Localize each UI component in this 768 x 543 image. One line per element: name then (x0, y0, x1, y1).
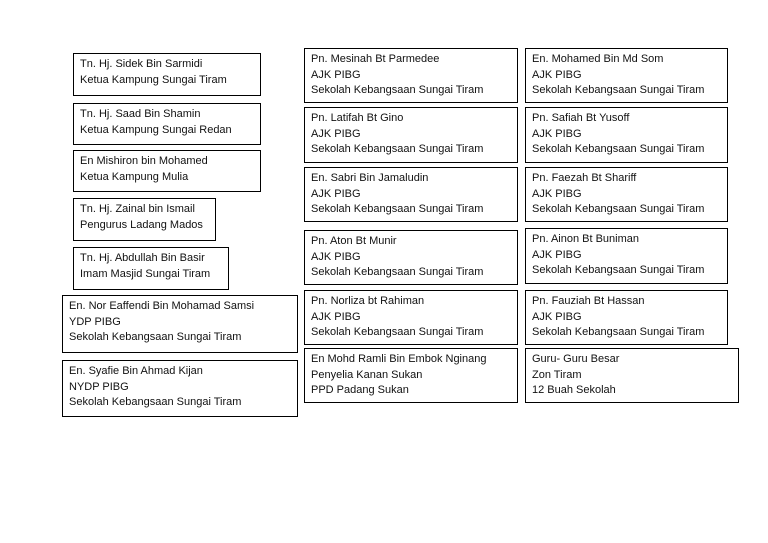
member-organisation: Sekolah Kebangsaan Sungai Tiram (69, 331, 242, 343)
member-name: En Mohd Ramli Bin Embok Nginang (311, 353, 487, 365)
member-card (525, 167, 728, 222)
member-organisation: Sekolah Kebangsaan Sungai Tiram (311, 266, 484, 278)
member-name: En. Syafie Bin Ahmad Kijan (69, 365, 203, 377)
member-card (73, 103, 261, 145)
member-name: Pn. Latifah Bt Gino (311, 112, 404, 124)
member-organisation: Sekolah Kebangsaan Sungai Tiram (532, 203, 705, 215)
member-card (525, 290, 728, 345)
member-role: Penyelia Kanan Sukan (311, 368, 423, 381)
member-card (525, 48, 728, 103)
member-role: AJK PIBG (532, 187, 582, 200)
member-role: AJK PIBG (311, 127, 361, 140)
member-organisation: Sekolah Kebangsaan Sungai Tiram (69, 396, 242, 408)
member-role: AJK PIBG (532, 127, 582, 140)
member-role: Zon Tiram (532, 368, 582, 381)
member-role: Ketua Kampung Sungai Tiram (80, 73, 227, 86)
member-role: YDP PIBG (69, 315, 121, 328)
member-card (73, 53, 261, 96)
member-name: Tn. Hj. Abdullah Bin Basir (80, 252, 205, 264)
member-organisation: PPD Padang Sukan (311, 384, 409, 396)
member-organisation: 12 Buah Sekolah (532, 384, 616, 396)
member-card (304, 348, 518, 403)
member-name: Tn. Hj. Saad Bin Shamin (80, 108, 201, 120)
member-role: Ketua Kampung Sungai Redan (80, 123, 232, 136)
member-card (525, 348, 739, 403)
member-role: NYDP PIBG (69, 380, 129, 393)
member-organisation: Sekolah Kebangsaan Sungai Tiram (532, 264, 705, 276)
member-name: Pn. Aton Bt Munir (311, 235, 397, 247)
member-card (304, 230, 518, 285)
member-name: En. Sabri Bin Jamaludin (311, 172, 429, 184)
member-role: AJK PIBG (532, 310, 582, 323)
member-card (304, 48, 518, 103)
member-name: En. Nor Eaffendi Bin Mohamad Samsi (69, 300, 255, 312)
member-name: Tn. Hj. Sidek Bin Sarmidi (80, 58, 203, 70)
member-card (73, 150, 261, 192)
member-role: AJK PIBG (311, 187, 361, 200)
member-organisation: Sekolah Kebangsaan Sungai Tiram (311, 143, 484, 155)
member-name: Pn. Faezah Bt Shariff (532, 172, 637, 184)
member-organisation: Sekolah Kebangsaan Sungai Tiram (532, 326, 705, 338)
member-role: AJK PIBG (311, 250, 361, 263)
member-card (304, 107, 518, 163)
member-card (73, 198, 216, 241)
member-name: Pn. Mesinah Bt Parmedee (311, 53, 440, 65)
member-role: Ketua Kampung Mulia (80, 170, 189, 183)
member-card (304, 290, 518, 345)
member-card (525, 107, 728, 163)
member-name: En. Mohamed Bin Md Som (532, 53, 664, 65)
member-organisation: Sekolah Kebangsaan Sungai Tiram (311, 203, 484, 215)
member-role: AJK PIBG (532, 248, 582, 261)
member-card (73, 247, 229, 290)
member-card (304, 167, 518, 222)
member-organisation: Sekolah Kebangsaan Sungai Tiram (532, 143, 705, 155)
member-role: AJK PIBG (532, 68, 582, 81)
member-card (525, 228, 728, 284)
member-organisation: Sekolah Kebangsaan Sungai Tiram (311, 84, 484, 96)
member-role: Imam Masjid Sungai Tiram (80, 267, 211, 280)
member-name: Pn. Ainon Bt Buniman (532, 233, 640, 245)
member-organisation: Sekolah Kebangsaan Sungai Tiram (311, 326, 484, 338)
member-name: Guru- Guru Besar (532, 353, 620, 365)
member-name: Tn. Hj. Zainal bin Ismail (80, 203, 195, 215)
member-name: En Mishiron bin Mohamed (80, 155, 208, 167)
member-role: AJK PIBG (311, 68, 361, 81)
member-name: Pn. Fauziah Bt Hassan (532, 295, 645, 307)
member-role: AJK PIBG (311, 310, 361, 323)
member-role: Pengurus Ladang Mados (80, 218, 203, 231)
member-name: Pn. Norliza bt Rahiman (311, 295, 425, 307)
member-card (62, 360, 298, 417)
member-card (62, 295, 298, 353)
member-name: Pn. Safiah Bt Yusoff (532, 112, 630, 124)
member-organisation: Sekolah Kebangsaan Sungai Tiram (532, 84, 705, 96)
